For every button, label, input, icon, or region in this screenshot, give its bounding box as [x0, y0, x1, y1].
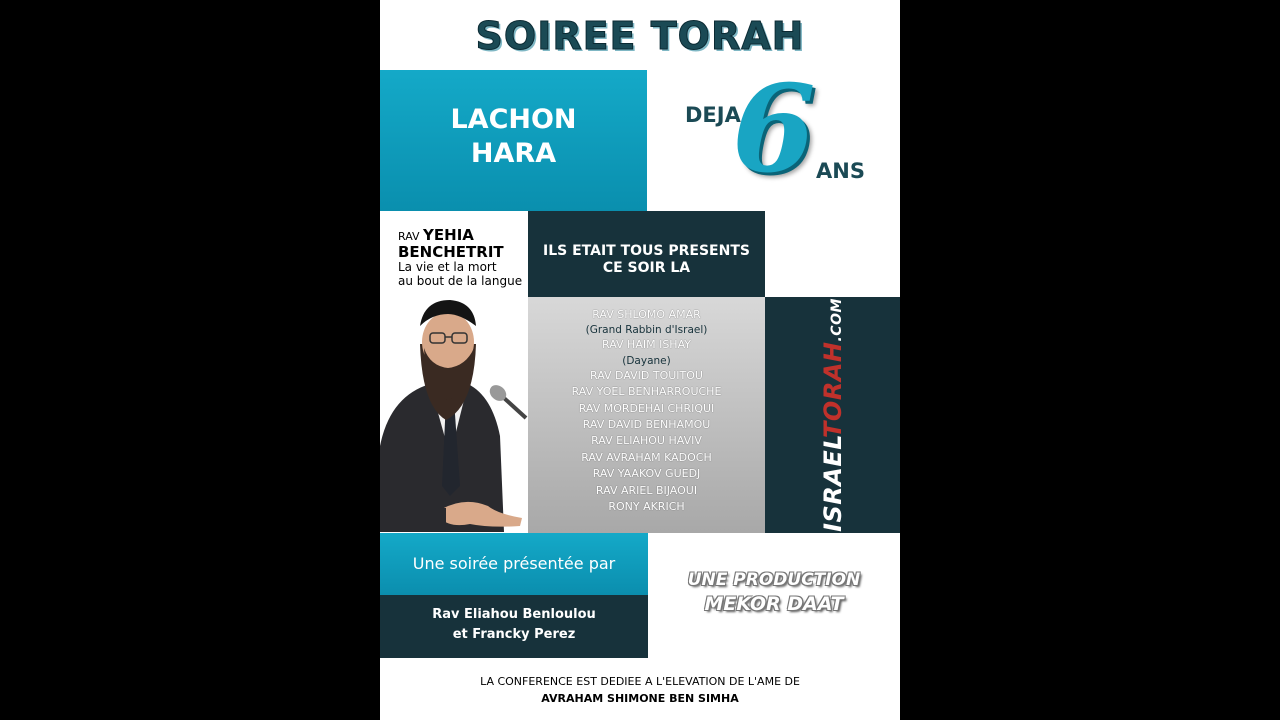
production-credit — [648, 568, 900, 616]
list-item: RAV YOEL BENHARROUCHE — [571, 385, 722, 399]
list-item: RAV HAIM ISHAY — [602, 338, 691, 352]
speaker-block — [398, 226, 538, 288]
poster-title: SOIREE TORAH — [475, 14, 805, 58]
event-poster — [380, 0, 900, 720]
topic-box — [380, 70, 647, 211]
topic-line-1: LACHON — [450, 104, 577, 135]
list-item: RONY AKRICH — [608, 500, 685, 514]
topic-line-2: HARA — [470, 138, 557, 169]
list-item: RAV DAVID BENHAMOU — [582, 418, 711, 432]
dedication-line-2: AVRAHAM SHIMONE BEN SIMHA — [541, 692, 739, 705]
list-item: RAV DAVID TOUITOU — [590, 368, 703, 382]
list-item: RAV ELIAHOU HAVIV — [591, 434, 702, 448]
list-item: RAV SHLOMO AMAR — [592, 308, 701, 321]
list-item: RAV YAAKOV GUEDJ — [592, 467, 701, 481]
production-line-2: MEKOR DAAT — [704, 593, 844, 615]
attendees-list — [528, 297, 765, 533]
production-line-1: UNE PRODUCTION — [687, 570, 861, 590]
speaker-prefix: RAV — [398, 230, 420, 243]
list-item-note: (Dayane) — [622, 354, 671, 367]
brand-part-2: TORAH — [818, 341, 847, 438]
presenters-block — [380, 595, 648, 658]
brand-logo — [819, 298, 847, 532]
brand-part-1: ISRAEL — [818, 437, 847, 532]
presenters-line-2: et Francky Perez — [452, 627, 576, 642]
attendees-header — [528, 211, 765, 297]
presenters-line-1: Rav Eliahou Benloulou — [432, 607, 596, 622]
dedication — [380, 673, 900, 707]
presented-by-label: Une soirée présentée par — [380, 533, 648, 595]
list-item: RAV AVRAHAM KADOCH — [581, 450, 712, 464]
dedication-line-1: LA CONFERENCE EST DEDIEE A L'ELEVATION DE L'AME DE — [480, 675, 800, 688]
anniversary-suffix: ANS — [816, 159, 865, 183]
anniversary-prefix: DEJA — [685, 103, 741, 127]
list-item: RAV ARIEL BIJAOUI — [595, 483, 698, 497]
speaker-photo — [380, 296, 528, 532]
speaker-name-line-2: BENCHETRIT — [398, 243, 504, 261]
brand-panel — [765, 297, 900, 533]
brand-part-3: .COM — [828, 298, 845, 342]
list-item: RAV MORDEHAI CHRIQUI — [578, 401, 715, 415]
speaker-subtitle-line-2: au bout de la langue — [398, 274, 523, 288]
attendees-header-line-1: ILS ETAIT TOUS PRESENTS — [543, 243, 750, 259]
speaker-name-line-1: YEHIA — [423, 226, 474, 244]
list-item-note: (Grand Rabbin d'Israel) — [585, 324, 708, 337]
attendees-header-line-2: CE SOIR LA — [602, 260, 691, 276]
anniversary-number: 6 — [732, 59, 816, 200]
speaker-subtitle-line-1: La vie et la mort — [398, 260, 497, 274]
